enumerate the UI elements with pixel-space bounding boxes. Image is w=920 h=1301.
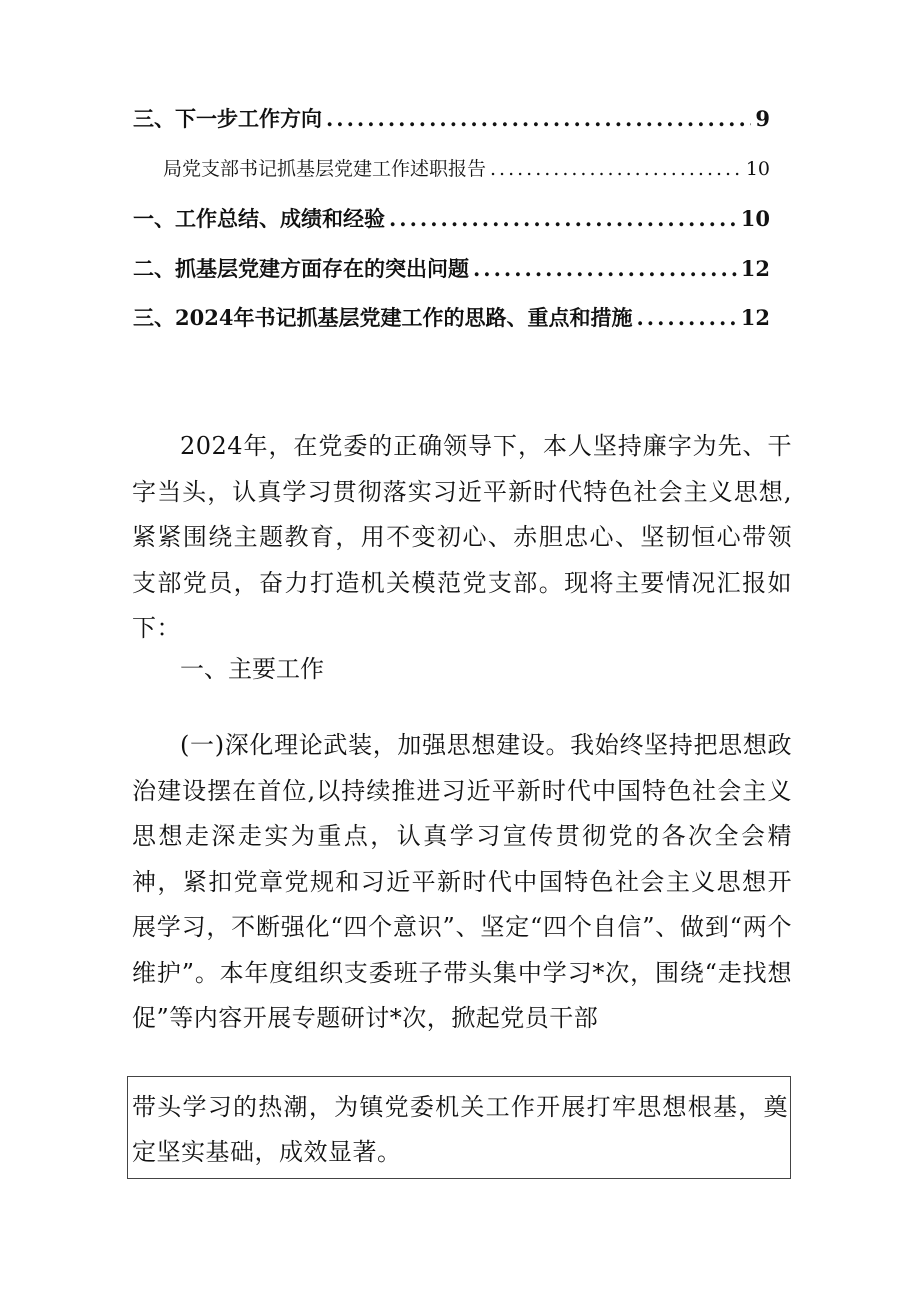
toc-entry-page: 10 — [745, 158, 770, 180]
toc-entry[interactable] — [133, 103, 770, 133]
boxed-paragraph: 带头学习的热潮，为镇党委机关工作开展打牢思想根基，奠定坚实基础，成效显著。 — [132, 1093, 788, 1166]
toc-leader-dots — [326, 106, 751, 131]
intro-paragraph: 2024年，在党委的正确领导下，本人坚持廉字为先、干字当头，认真学习贯彻落实习近平新时代特色社会主义思想,紧紧围绕主题教育，用不变初心、赤胆忠心、坚韧恒心带领支部党员，奋力打造机关模范党支部。现将主要情况汇报如下： — [132, 432, 792, 642]
toc-entry[interactable] — [163, 154, 770, 181]
toc-entry-page: 12 — [740, 305, 770, 330]
section-heading: 一、主要工作 — [180, 655, 324, 683]
toc-entry[interactable] — [133, 302, 770, 332]
toc-leader-dots — [490, 158, 742, 180]
toc-entry[interactable] — [133, 203, 770, 233]
toc-entry-title: 局党支部书记抓基层党建工作述职报告 — [163, 158, 487, 180]
toc-leader-dots — [636, 305, 736, 330]
toc-entry-title: 三、下一步工作方向 — [133, 106, 322, 131]
toc-entry[interactable] — [133, 253, 770, 283]
toc-leader-dots — [473, 256, 737, 281]
toc-leader-dots — [389, 206, 737, 231]
subsection-paragraph: (一)深化理论武装，加强思想建设。我始终坚持把思想政治建设摆在首位,以持续推进习近平新时代中国特色社会主义思想走深走实为重点，认真学习宣传贯彻党的各次全会精神，紧扣党章党规和习近平新时代中国特色社会主义思想开展学习，不断强化“四个意识”、坚定“四个自信”、做到“两个维护”。本年度组织支委班子带头集中学习*次，围绕“走找想促”等内容开展专题研讨*次，掀起党员干部 — [132, 731, 792, 1032]
toc-entry-title: 二、抓基层党建方面存在的突出问题 — [133, 256, 469, 281]
toc-entry-title: 三、2024年书记抓基层党建工作的思路、重点和措施 — [133, 305, 633, 330]
toc-entry-page: 9 — [755, 106, 770, 131]
toc-entry-title: 一、工作总结、成绩和经验 — [133, 206, 385, 231]
toc-entry-page: 10 — [740, 206, 770, 231]
toc-entry-page: 12 — [740, 256, 770, 281]
boxed-text-frame — [127, 1076, 791, 1179]
